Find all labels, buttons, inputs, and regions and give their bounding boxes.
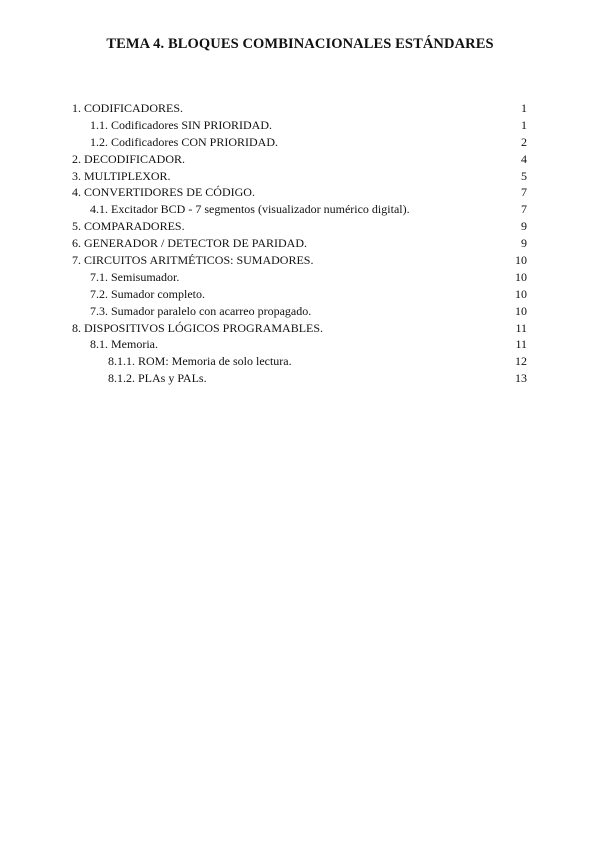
toc-entry-text: 7. CIRCUITOS ARITMÉTICOS: SUMADORES.: [72, 253, 314, 268]
toc-entry[interactable]: [72, 134, 527, 151]
toc-entry-text: 8. DISPOSITIVOS LÓGICOS PROGRAMABLES.: [72, 320, 324, 335]
toc-entry-page: 9: [521, 236, 527, 251]
toc-entry-page: 11: [515, 320, 527, 335]
toc-entry-page: 1: [521, 117, 527, 132]
toc-entry-page: 1: [521, 101, 527, 115]
toc-entry-page: 10: [515, 269, 527, 284]
toc-entry-text: 3. MULTIPLEXOR.: [72, 168, 171, 183]
toc-entry-page: 5: [521, 168, 527, 183]
toc-entry-page: 2: [521, 134, 527, 149]
toc-entry-page: 12: [515, 354, 527, 369]
table-of-contents: [72, 100, 527, 387]
toc-entry-text: 4. CONVERTIDORES DE CÓDIGO.: [72, 185, 255, 200]
toc-entry[interactable]: [72, 353, 527, 370]
toc-entry-text: 4.1. Excitador BCD - 7 segmentos (visualizador numérico digital).: [90, 202, 410, 217]
toc-entry[interactable]: [72, 117, 527, 134]
toc-entry[interactable]: [72, 151, 527, 168]
toc-entry-text: 8.1. Memoria.: [90, 337, 158, 352]
toc-entry-page: 13: [515, 371, 527, 386]
toc-entry-page: 4: [521, 151, 527, 166]
toc-entry-text: 7.3. Sumador paralelo con acarreo propagado.: [90, 303, 312, 318]
toc-entry-text: 8.1.2. PLAs y PALs.: [108, 371, 207, 386]
toc-entry[interactable]: [72, 303, 527, 320]
toc-entry-page: 10: [515, 253, 527, 268]
toc-entry-text: 1.2. Codificadores CON PRIORIDAD.: [90, 134, 278, 149]
toc-entry-page: 10: [515, 286, 527, 301]
toc-entry-text: 1. CODIFICADORES.: [72, 101, 184, 115]
toc-entry-text: 7.1. Semisumador.: [90, 269, 180, 284]
document-title: TEMA 4. BLOQUES COMBINACIONALES ESTÁNDARES: [106, 36, 494, 52]
toc-entry-text: 2. DECODIFICADOR.: [72, 151, 186, 166]
toc-entry[interactable]: [72, 201, 527, 218]
toc-entry-text: 8.1.1. ROM: Memoria de solo lectura.: [108, 354, 292, 369]
toc-entry-text: 6. GENERADOR / DETECTOR DE PARIDAD.: [72, 236, 308, 251]
toc-entry[interactable]: [72, 184, 527, 201]
toc-entry[interactable]: [72, 235, 527, 252]
toc-entry[interactable]: [72, 370, 527, 387]
toc-entry[interactable]: [72, 252, 527, 269]
toc-entry-page: 7: [521, 185, 527, 200]
toc-entry[interactable]: [72, 336, 527, 353]
toc-entry-text: 1.1. Codificadores SIN PRIORIDAD.: [90, 117, 272, 132]
toc-entry[interactable]: [72, 286, 527, 303]
toc-entry-text: 5. COMPARADORES.: [72, 219, 185, 234]
toc-entry[interactable]: [72, 320, 527, 337]
toc-entry[interactable]: [72, 269, 527, 286]
toc-entry-page: 9: [521, 219, 527, 234]
toc-entry-page: 11: [515, 337, 527, 352]
toc-entry[interactable]: [72, 218, 527, 235]
toc-entry-page: 10: [515, 303, 527, 318]
toc-entry[interactable]: [72, 100, 527, 117]
toc-entry-text: 7.2. Sumador completo.: [90, 286, 205, 301]
toc-entry[interactable]: [72, 168, 527, 185]
toc-entry-page: 7: [521, 202, 527, 217]
